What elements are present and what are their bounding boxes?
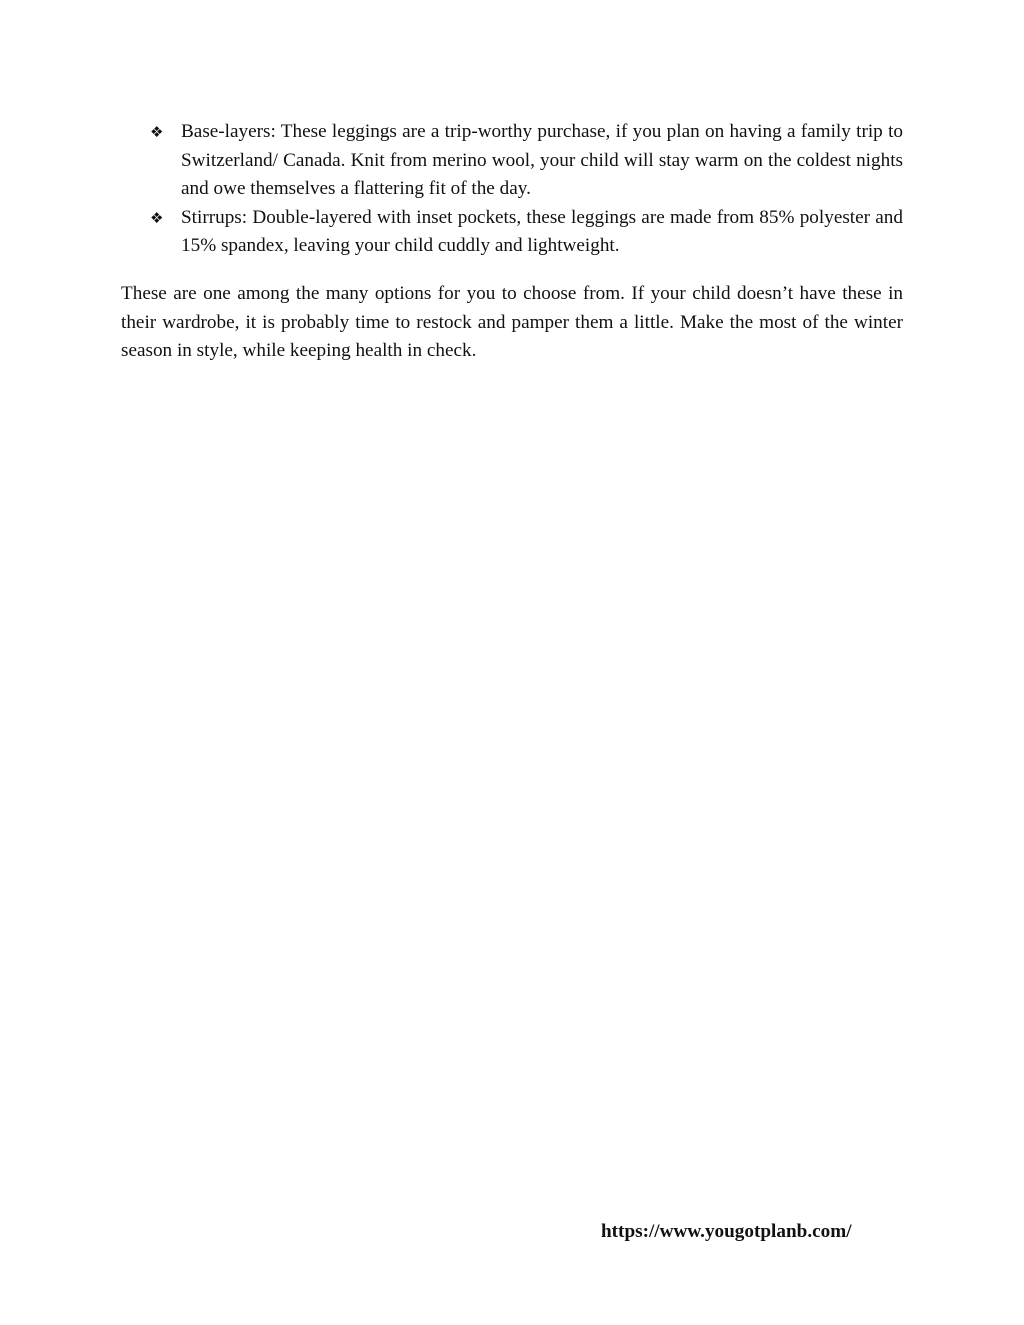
footer-url-link[interactable]: https://www.yougotplanb.com/ bbox=[601, 1221, 852, 1242]
list-item-text: Base-layers: These leggings are a trip-worthy purchase, if you plan on having a family trip to Switzerland/ Canada. Knit from merino wool, your child will stay warm on the coldest nights and owe themselves a flattering fit of the day. bbox=[181, 121, 903, 200]
diamond-bullet-icon: ❖ bbox=[150, 208, 164, 227]
diamond-bullet-icon: ❖ bbox=[150, 123, 164, 141]
body-paragraph: These are one among the many options for you to choose from. If your child doesn’t have these in their wardrobe, it is probably time to restock and pamper them a little. Make the most of the winter season in style, while keeping health in check. bbox=[121, 283, 903, 362]
list-item bbox=[150, 118, 903, 204]
list-item-text: Stirrups: Double-layered with inset pockets, these leggings are made from 85% polyester and 15% spandex, leaving your child cuddly and lightweight. bbox=[181, 206, 903, 257]
list-item bbox=[150, 204, 903, 261]
bullet-list bbox=[150, 118, 903, 261]
